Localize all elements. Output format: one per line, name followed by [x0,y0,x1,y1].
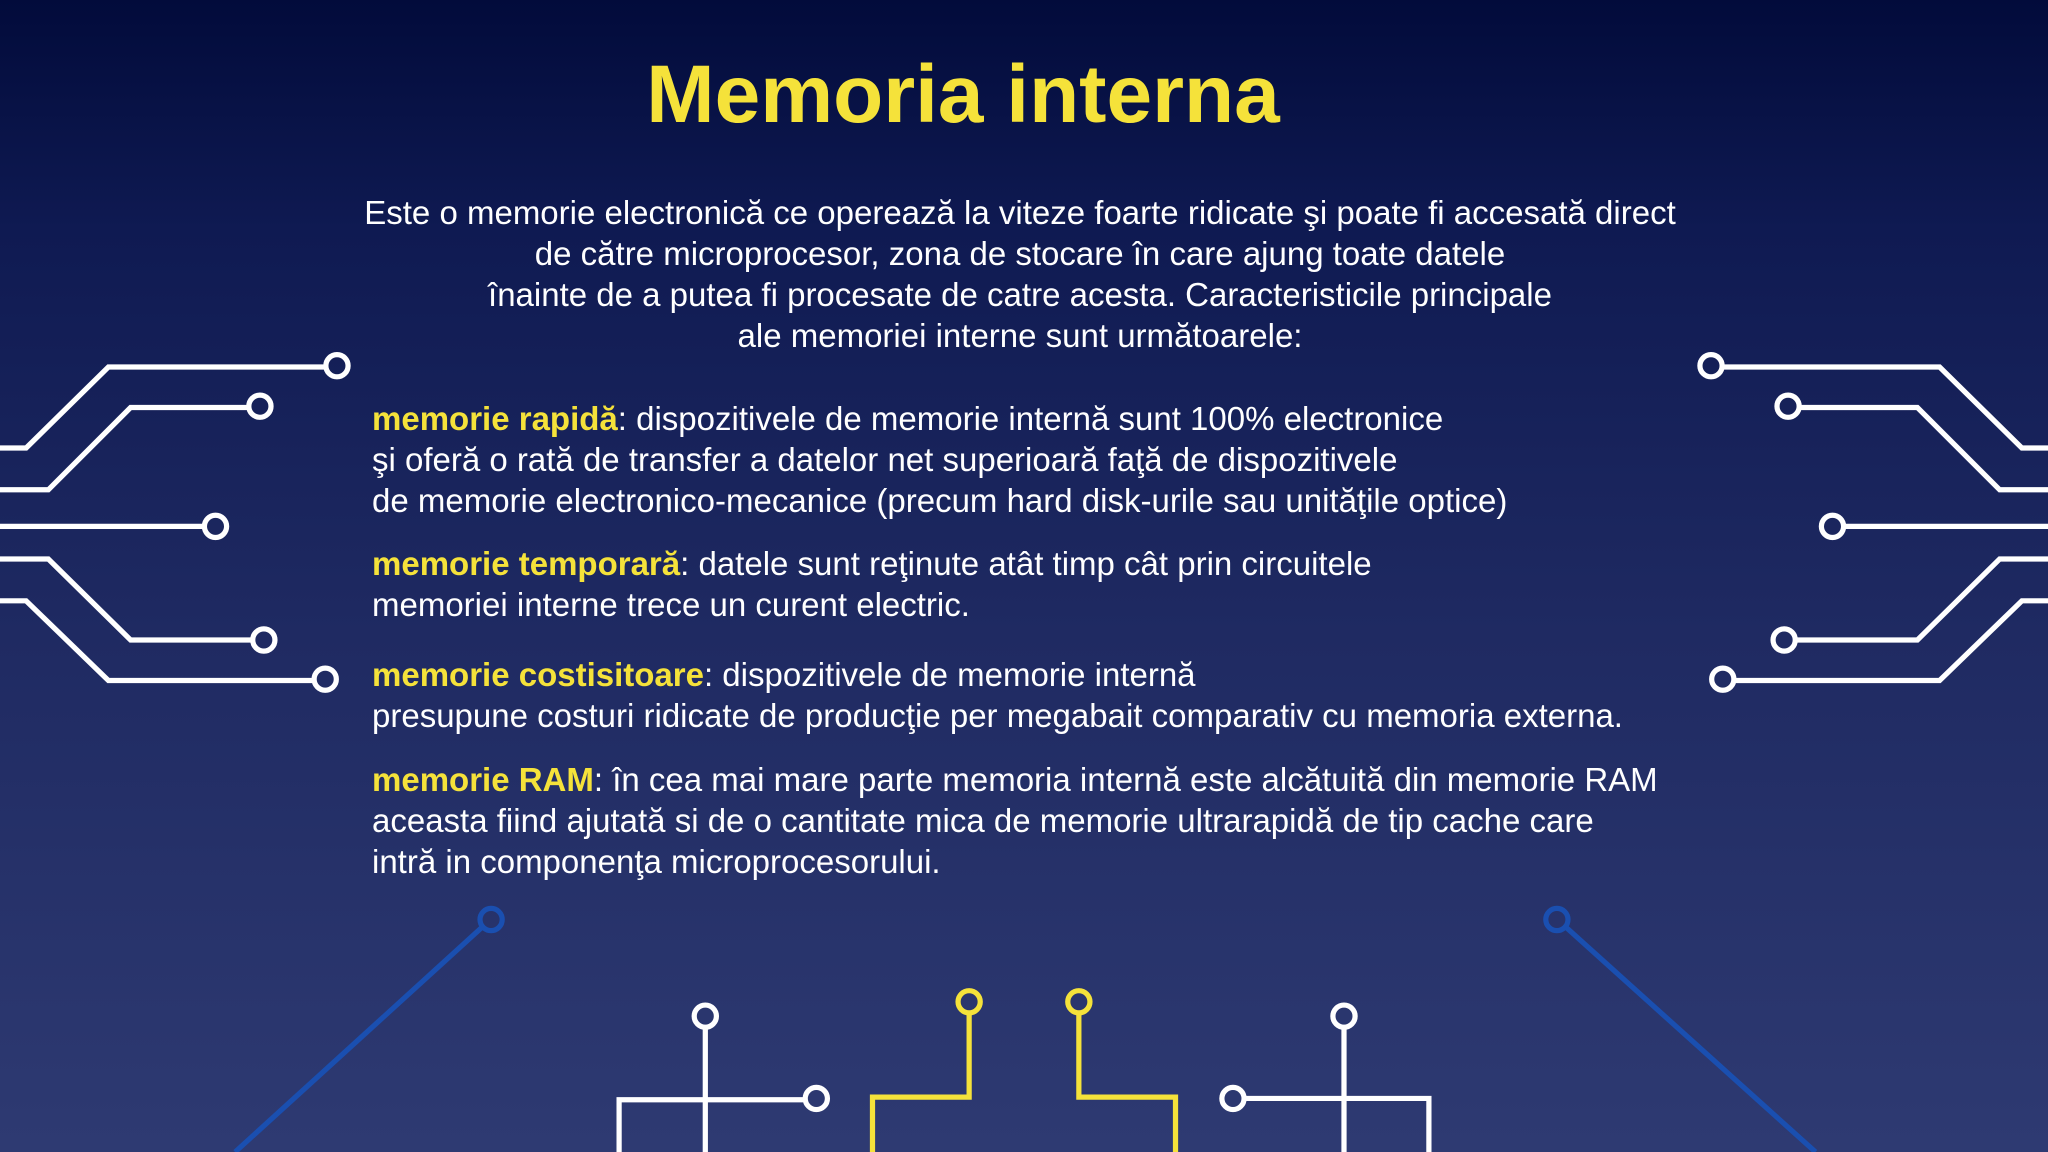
characteristic-keyword: memorie rapidă [372,400,618,437]
characteristic-ram-memory [372,759,1658,882]
intro-line: ale memoriei interne sunt următoarele: [737,317,1303,354]
intro-line: Este o memorie electronică ce operează la viteze foarte ridicate şi poate fi accesată direct [364,194,1676,231]
characteristic-text: memoriei interne trece un curent electric. [372,586,970,623]
characteristic-temporary-memory [372,543,1658,625]
characteristic-text: presupune costuri ridicate de producţie per megabait comparativ cu memoria externa. [372,697,1623,734]
characteristics-list [372,398,1658,882]
intro-line: de către microprocesor, zona de stocare în care ajung toate datele [534,235,1506,272]
characteristic-keyword: memorie costisitoare [372,656,704,693]
intro-paragraph [330,192,1710,356]
intro-line: înainte de a putea fi procesate de catre acesta. Caracteristicile principale [488,276,1552,313]
bottom-white-traces [619,1005,1429,1152]
characteristic-text: aceasta fiind ajutată si de o cantitate mica de memorie ultrarapidă de tip cache care [372,802,1594,839]
blue-circuit-traces [235,908,1815,1152]
characteristic-text: de memorie electronico-mecanice (precum hard disk-urile sau unităţile optice) [372,482,1508,519]
characteristic-text: : în cea mai mare parte memoria internă este alcătuită din memorie RAM [593,761,1658,798]
left-circuit-traces [0,355,348,691]
characteristic-text: şi oferă o rată de transfer a datelor net superioară faţă de dispozitivele [372,441,1398,478]
right-circuit-traces [1700,355,2048,691]
characteristic-text: intră in componenţa microprocesorului. [372,843,941,880]
characteristic-text: : dispozitivele de memorie internă sunt 100% electronice [617,400,1444,437]
bottom-yellow-traces [872,991,1175,1152]
slide-title: Memoria interna [646,49,1280,140]
characteristic-fast-memory [372,398,1658,521]
characteristic-text: : datele sunt reţinute atât timp cât prin circuitele [680,545,1372,582]
characteristic-keyword: memorie temporară [372,545,681,582]
characteristic-text: : dispozitivele de memorie internă [703,656,1196,693]
characteristic-costly-memory [372,654,1658,736]
characteristic-keyword: memorie RAM [372,761,594,798]
